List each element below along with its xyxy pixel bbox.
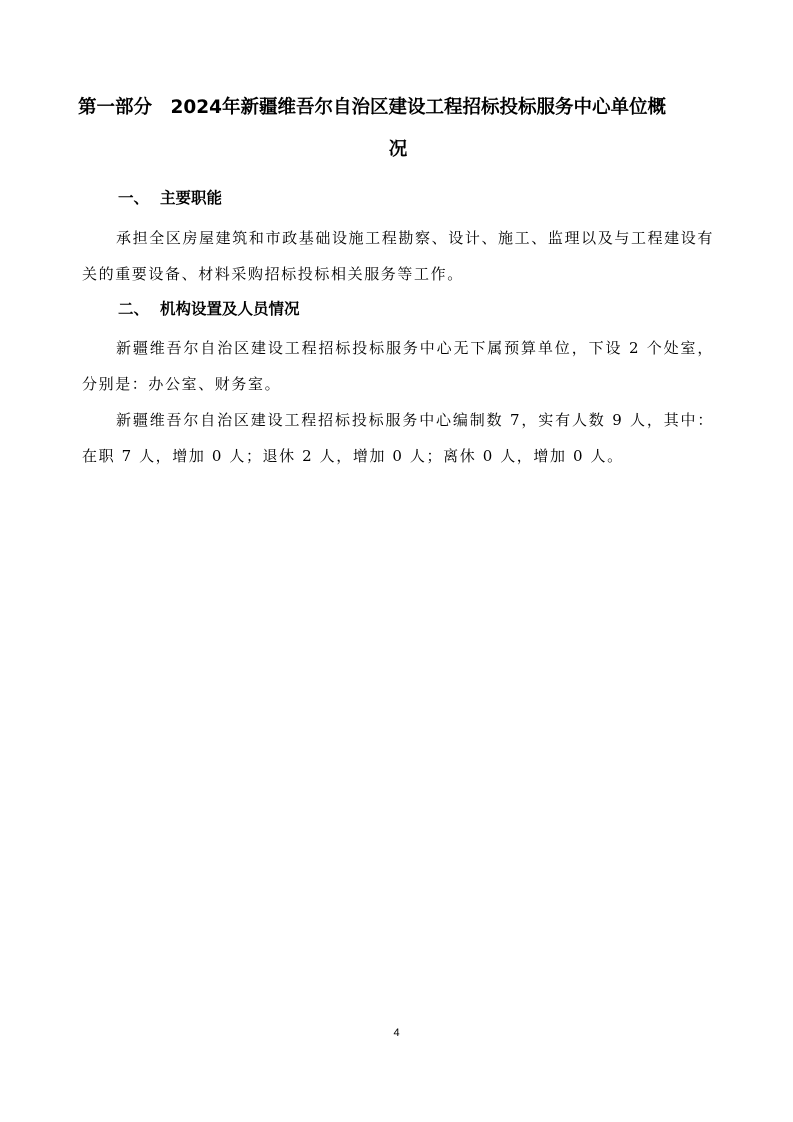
section1-paragraph: 承担全区房屋建筑和市政基础设施工程勘察、设计、施工、监理以及与工程建设有关的重要设备、材料采购招标投标相关服务等工作。 [82, 229, 714, 283]
page-number: 4 [393, 1027, 400, 1039]
section2-heading [118, 297, 300, 319]
section2-number: 二、 [118, 300, 150, 318]
section2-heading-text: 机构设置及人员情况 [160, 300, 300, 318]
section1-heading [118, 186, 222, 208]
section1-number: 一、 [118, 189, 150, 207]
document-title-line2: 况 [388, 139, 408, 160]
section2-paragraph1: 新疆维吾尔自治区建设工程招标投标服务中心无下属预算单位，下设 2 个处室，分别是：办公室、财务室。 [82, 339, 714, 393]
section1-heading-text: 主要职能 [160, 189, 223, 207]
document-title-line1: 第一部分 2024年新疆维吾尔自治区建设工程招标投标服务中心单位概 [78, 97, 666, 118]
section2-paragraph2: 新疆维吾尔自治区建设工程招标投标服务中心编制数 7，实有人数 9 人，其中：在职 7 人，增加 0 人；退休 2 人，增加 0 人；离休 0 人，增加 0 人。 [82, 411, 714, 465]
